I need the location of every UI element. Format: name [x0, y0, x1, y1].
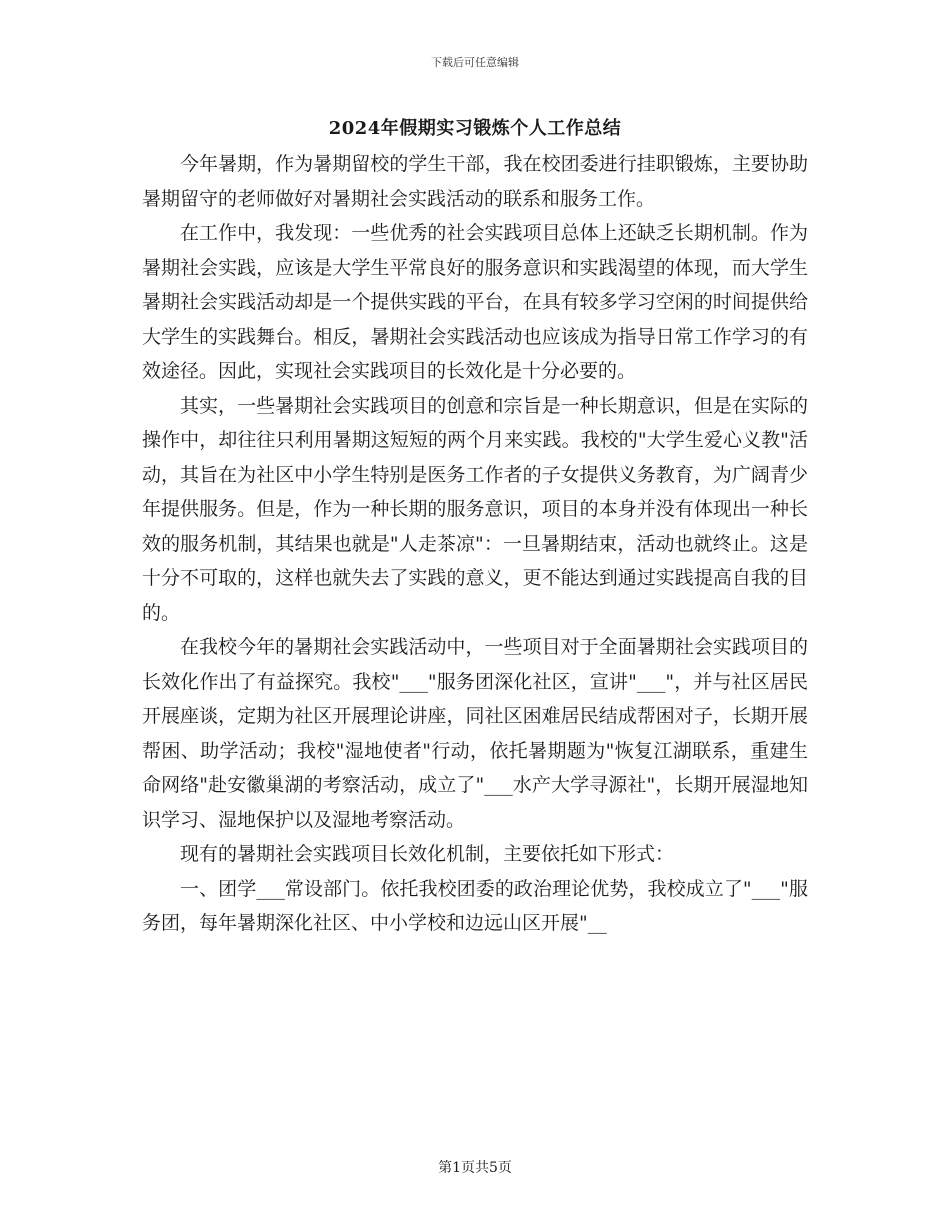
paragraph: 一、团学___常设部门。依托我校团委的政治理论优势，我校成立了"___"服务团，每年暑期深化社区、中小学校和边远山区开展"__	[142, 877, 808, 934]
paragraph: 现有的暑期社会实践项目长效化机制，主要依托如下形式：	[180, 843, 675, 865]
page-footer: 第1页共5页	[438, 1160, 512, 1176]
document-title: 2024年假期实习锻炼个人工作总结	[328, 118, 622, 139]
paragraph: 在工作中，我发现：一些优秀的社会实践项目总体上还缺乏长期机制。作为暑期社会实践，应该是大学生平常良好的服务意识和实践渴望的体现，而大学生暑期社会实践活动却是一个提供实践的平台，在具有较多学习空闲的时间提供给大学生的实践舞台。相反，暑期社会实践活动也应该成为指导日常工作学习的有效途径。因此，实现社会实践项目的长效化是十分必要的。	[142, 222, 808, 382]
paragraph: 其实，一些暑期社会实践项目的创意和宗旨是一种长期意识，但是在实际的操作中，却往往只利用暑期这短短的两个月来实践。我校的"大学生爱心义教"活动，其旨在为社区中小学生特别是医务工作者的子女提供义务教育，为广阔青少年提供服务。但是，作为一种长期的服务意识，项目的本身并没有体现出一种长效的服务机制，其结果也就是"人走茶凉"：一旦暑期结束，活动也就终止。这是十分不可取的，这样也就失去了实践的意义，更不能达到通过实践提高自我的目的。	[142, 394, 808, 624]
paragraph: 在我校今年的暑期社会实践活动中，一些项目对于全面暑期社会实践项目的长效化作出了有益探究。我校"___"服务团深化社区，宣讲"___"，并与社区居民开展座谈，定期为社区开展理论讲座，同社区困难居民结成帮困对子，长期开展帮困、助学活动；我校"湿地使者"行动，依托暑期题为"恢复江湖联系，重建生命网络"赴安徽巢湖的考察活动，成立了"___水产大学寻源社"，长期开展湿地知识学习、湿地保护以及湿地考察活动。	[142, 636, 808, 831]
paragraph: 今年暑期，作为暑期留校的学生干部，我在校团委进行挂职锻炼，主要协助暑期留守的老师做好对暑期社会实践活动的联系和服务工作。	[142, 153, 808, 210]
document-body	[142, 147, 808, 941]
header-note: 下载后可任意编辑	[431, 56, 519, 69]
